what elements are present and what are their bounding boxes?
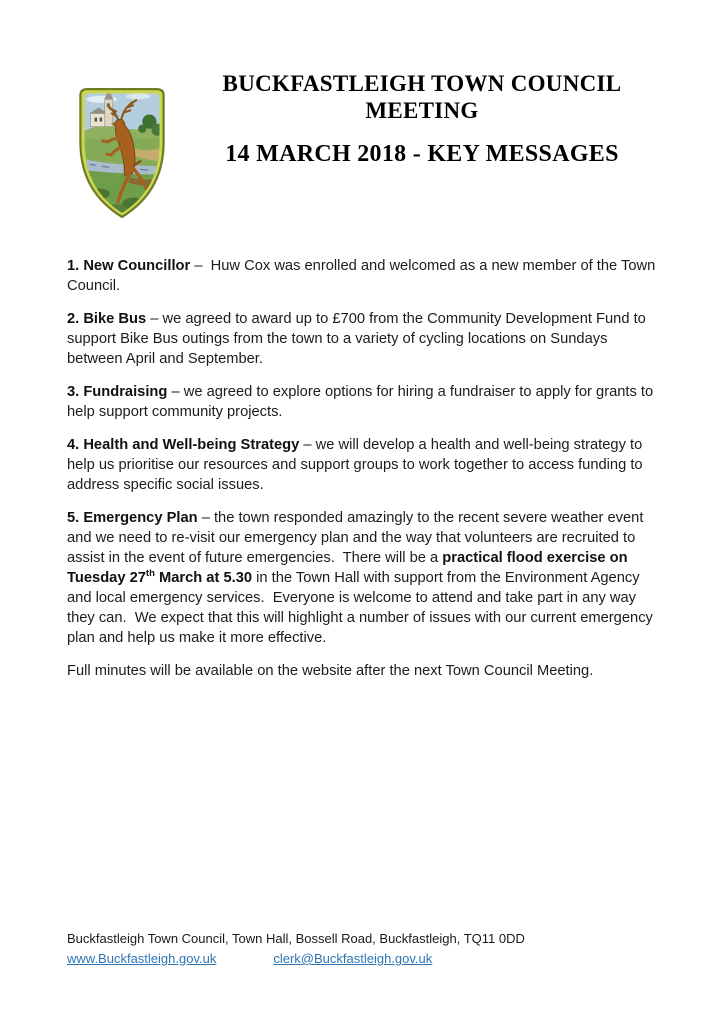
paragraph-separator: – bbox=[190, 258, 211, 274]
paragraph-label: 4. Health and Well-being Strategy bbox=[67, 437, 300, 453]
closing-note: Full minutes will be available on the website after the next Town Council Meeting. bbox=[67, 663, 594, 679]
title-line-1: BUCKFASTLEIGH TOWN COUNCIL bbox=[222, 71, 622, 96]
bold-text: practical flood exercise on Tuesday 27 bbox=[67, 550, 632, 586]
title-block bbox=[187, 70, 657, 168]
paragraph-label: 5. Emergency Plan bbox=[67, 510, 198, 526]
paragraph-text: the town responded amazingly to the recent severe weather event and we need to re-visit our emergency plan and the way that volunteers are recruited to assist in the event of future emergencies. There will be a bbox=[67, 510, 648, 566]
paragraph-emergency-plan bbox=[67, 508, 657, 648]
ordinal-suffix: th bbox=[145, 568, 155, 580]
paragraph-text: we agreed to award up to £700 from the Community Development Fund to support Bike Bus outings from the town to a variety of cycling locations on Sundays between April and September. bbox=[67, 311, 650, 367]
document-header bbox=[67, 70, 657, 168]
paragraph-separator: – bbox=[299, 437, 316, 453]
paragraph-fundraising bbox=[67, 382, 657, 422]
paragraph-bike-bus bbox=[67, 309, 657, 369]
key-messages-body bbox=[67, 256, 660, 681]
paragraph-new-councillor bbox=[67, 256, 660, 296]
paragraph-label: 3. Fundraising bbox=[67, 384, 168, 400]
paragraph-separator: – bbox=[146, 311, 163, 327]
crest-artwork bbox=[79, 90, 163, 215]
email-link[interactable]: clerk@Buckfastleigh.gov.uk bbox=[273, 951, 433, 966]
meeting-subtitle: 14 MARCH 2018 - KEY MESSAGES bbox=[225, 141, 619, 167]
title-line-2: MEETING bbox=[365, 98, 479, 123]
website-link[interactable]: www.Buckfastleigh.gov.uk bbox=[67, 951, 217, 966]
bold-text: March at 5.30 bbox=[154, 570, 253, 586]
paragraph-separator: – bbox=[197, 510, 214, 526]
paragraph-separator: – bbox=[167, 384, 184, 400]
paragraph-text: we will develop a health and well-being strategy to help us prioritise our resources and support groups to work together to access funding to address specific social issues. bbox=[67, 437, 647, 493]
paragraph-health-wellbeing bbox=[67, 435, 657, 495]
paragraph-label: 2. Bike Bus bbox=[67, 311, 147, 327]
paragraph-text: in the Town Hall with support from the Environment Agency and local emergency services. Everyone is welcome to attend and take part in any way they can. We expect that this will highlight a number of issues with our current emergency plan and help us make it more effective. bbox=[67, 570, 657, 646]
paragraph-text: Huw Cox was enrolled and welcomed as a new member of the Town Council. bbox=[67, 258, 660, 294]
paragraph-text: we agreed to explore options for hiring a fundraiser to apply for grants to help support community projects. bbox=[67, 384, 658, 420]
footer-address: Buckfastleigh Town Council, Town Hall, Bossell Road, Buckfastleigh, TQ11 0DD bbox=[67, 931, 525, 946]
document-footer bbox=[67, 929, 657, 969]
footer-links bbox=[67, 949, 657, 969]
paragraph-label: 1. New Councillor bbox=[67, 258, 191, 274]
town-crest-icon bbox=[70, 80, 174, 220]
